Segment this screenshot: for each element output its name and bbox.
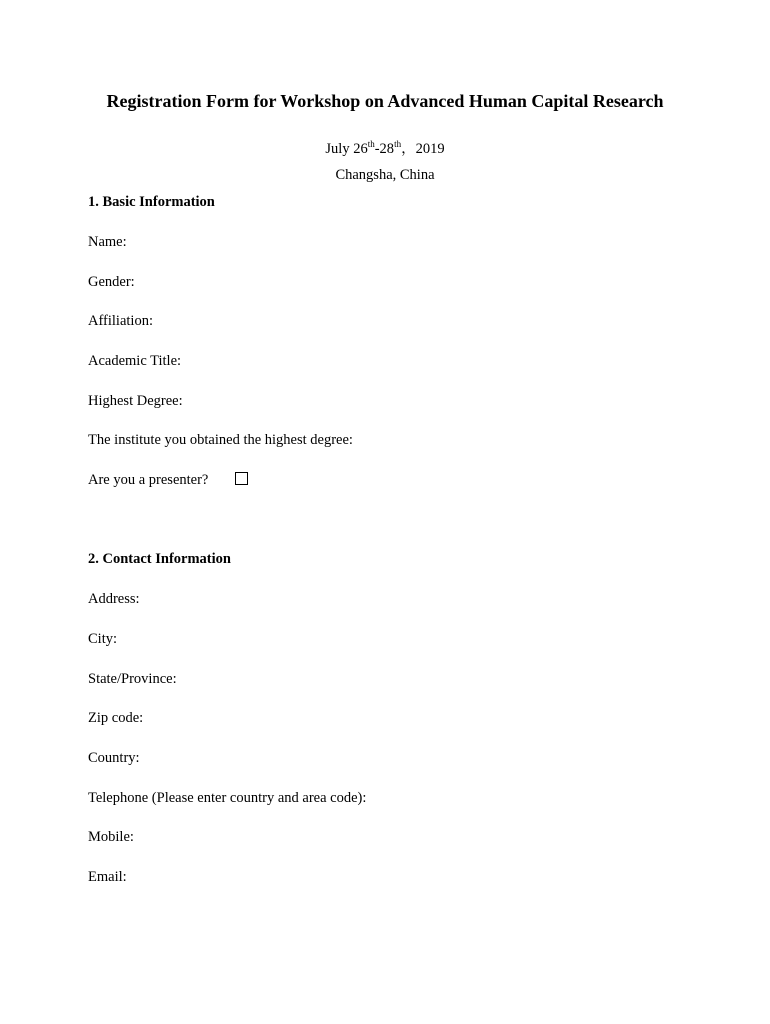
telephone-field-label: Telephone (Please enter country and area code): — [88, 790, 367, 806]
highest-degree-field-label: Highest Degree: — [88, 393, 183, 409]
address-field-label: Address: — [88, 591, 140, 607]
date-prefix: July 26 — [325, 141, 368, 157]
date-sup-1: th — [367, 139, 375, 150]
date-middle: -28 — [374, 141, 395, 157]
email-field-label: Email: — [88, 869, 127, 885]
presenter-question-label: Are you a presenter? — [88, 472, 209, 488]
institute-field-label: The institute you obtained the highest degree: — [88, 432, 353, 448]
city-field-label: City: — [88, 631, 118, 647]
gender-field-label: Gender: — [88, 274, 135, 290]
affiliation-field-label: Affiliation: — [88, 313, 153, 329]
mobile-field-label: Mobile: — [88, 829, 134, 845]
zip-code-field-label: Zip code: — [88, 710, 144, 726]
date-sup-2: th — [394, 139, 402, 150]
country-field-label: Country: — [88, 750, 140, 766]
date-suffix: ，2019 — [401, 141, 445, 157]
basic-info-heading: 1. Basic Information — [88, 194, 215, 210]
contact-info-heading: 2. Contact Information — [88, 551, 231, 567]
academic-title-field-label: Academic Title: — [88, 353, 182, 369]
page-title: Registration Form for Workshop on Advanced Human Capital Research — [106, 91, 664, 111]
state-province-field-label: State/Province: — [88, 671, 177, 687]
event-location: Changsha, China — [335, 167, 435, 183]
name-field-label: Name: — [88, 234, 127, 250]
presenter-checkbox[interactable] — [235, 472, 248, 485]
event-date — [0, 137, 770, 158]
